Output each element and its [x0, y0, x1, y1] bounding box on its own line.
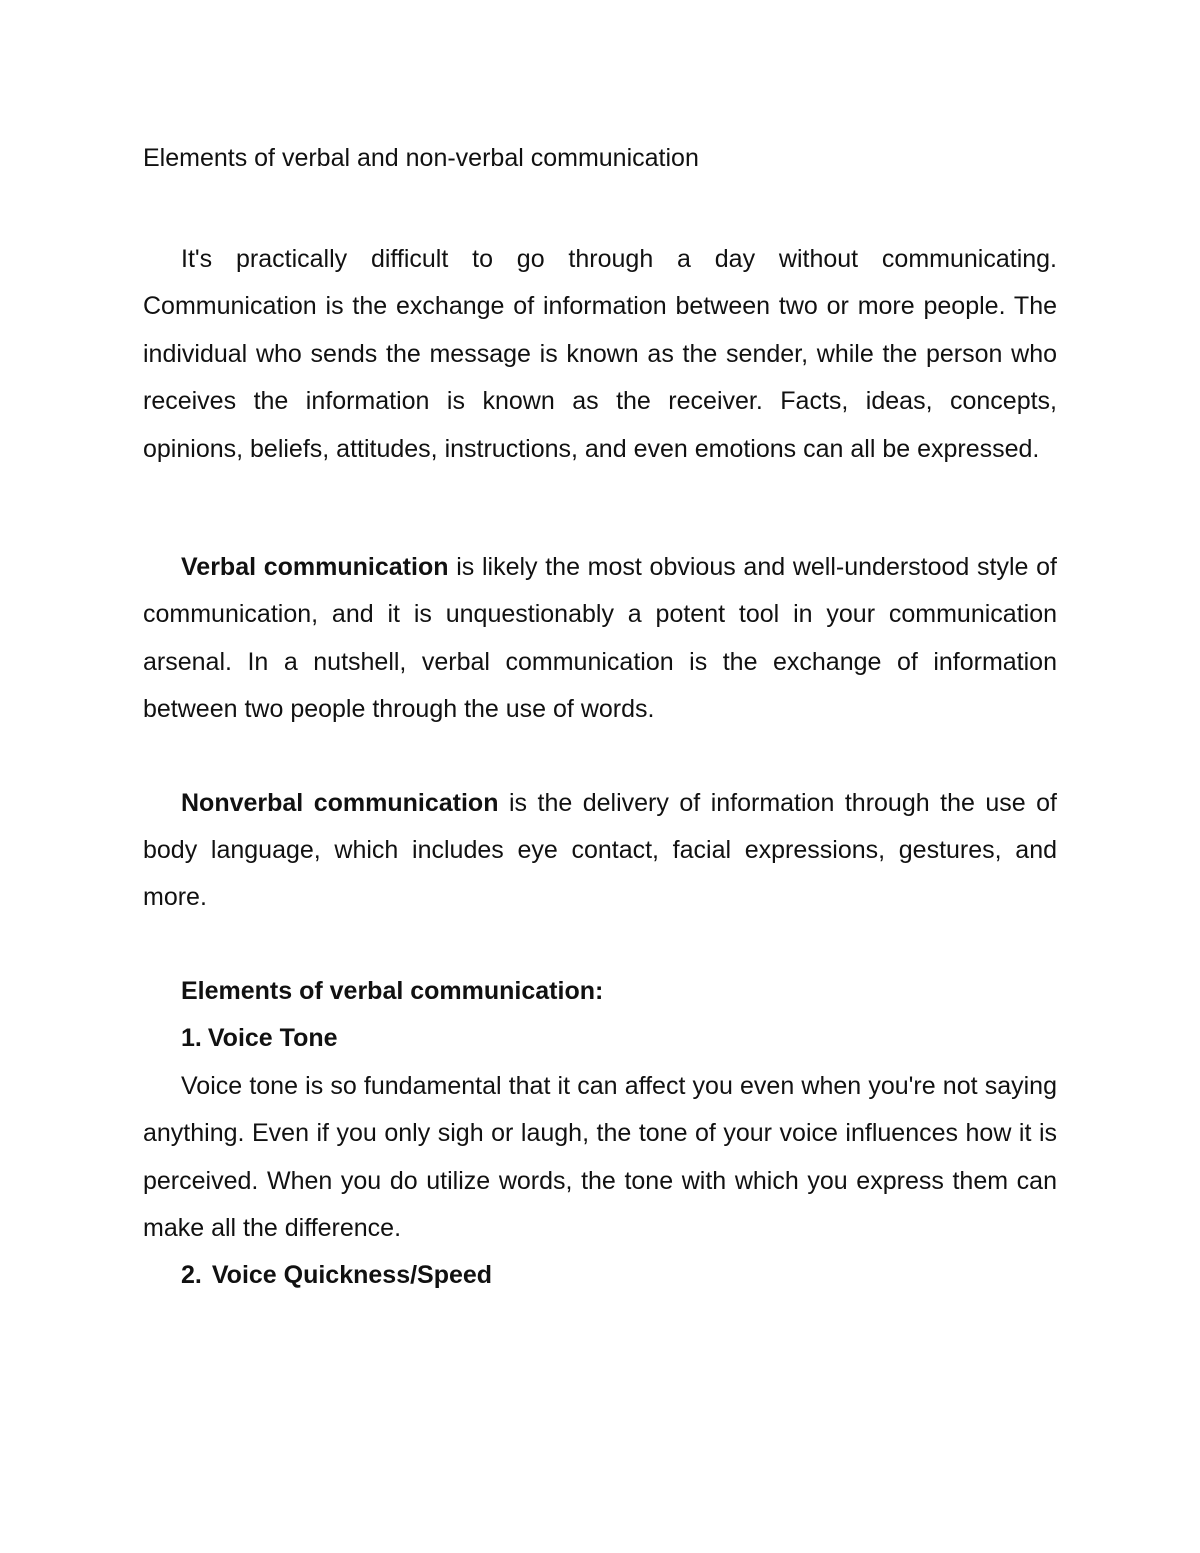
nonverbal-text: is the delivery of information through the use of body language, which includes eye contact, facial expressions, gestures, and more.: [143, 788, 1057, 912]
spacer: [143, 473, 1057, 544]
document-content: [143, 140, 1057, 1300]
spacer: [143, 177, 1057, 236]
item-title-voice-speed: [143, 1252, 1057, 1299]
item-title-text: Voice Quickness/Speed: [211, 1261, 493, 1290]
intro-paragraph: It's practically difficult to go through a day without communicating. Communication is the exchange of information between two or more people. The individual who sends the message is known as the sender, while the person who receives the information is known as the receiver. Facts, ideas, concepts, opinions, beliefs, attitudes, instructions, and even emotions can all be expressed.: [143, 245, 1057, 463]
spacer: [143, 922, 1057, 968]
item-title-text: Voice Tone: [207, 1024, 338, 1053]
voice-tone-paragraph: Voice tone is so fundamental that it can affect you even when you're not saying anything. Even if you only sigh or laugh, the tone of your voice influences how it is perceived. When you do utilize words, the tone with which you express them can make all the difference.: [143, 1071, 1057, 1242]
verbal-text: is likely the most obvious and well-understood style of communication, and it is unquestionably a potent tool in your communication arsenal. In a nutshell, verbal communication is the exchange of information between two people through the use of words.: [143, 553, 1057, 724]
verbal-paragraph: [143, 544, 1057, 734]
verbal-term: Verbal communication: [181, 553, 449, 582]
spacer: [143, 734, 1057, 780]
nonverbal-paragraph: [143, 780, 1057, 922]
nonverbal-term: Nonverbal communication: [181, 788, 499, 817]
item-title-voice-tone: [143, 1015, 1057, 1062]
document-title: Elements of verbal and non-verbal communication: [143, 144, 699, 172]
elements-heading: Elements of verbal communication:: [181, 976, 604, 1005]
item-number: 2.: [181, 1261, 202, 1290]
item-number: 1.: [181, 1024, 202, 1053]
